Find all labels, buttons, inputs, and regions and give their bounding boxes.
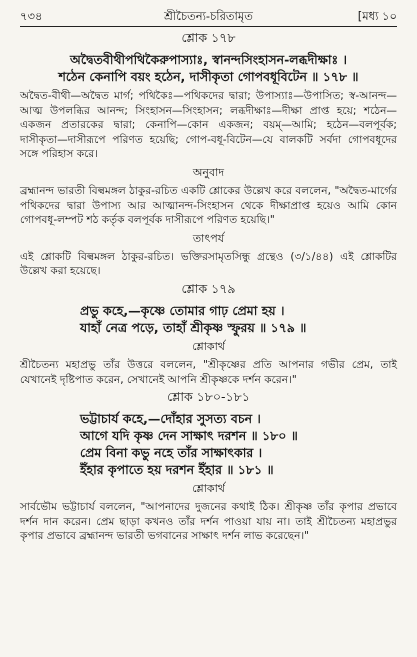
text-paragraph: এই শ্লোকটি বিল্বমঙ্গল ঠাকুর-রচিত। ভক্তিরসামৃতসিন্ধু গ্রন্থেও (৩/১/৪৪) এই শ্লোকটির উল্লেখ করা হয়েছে। [20,250,397,278]
verse-line: আগে যদি কৃষ্ণ দেন সাক্ষাৎ দরশন ॥ ১৮০ ॥ [80,428,298,444]
page-content [20,30,397,544]
section-label: শ্লোকার্থ [192,339,225,353]
page-header [20,6,397,26]
text-paragraph: ব্রহ্মানন্দ ভারতী বিল্বমঙ্গল ঠাকুর-রচিত একটি শ্লোকের উল্লেখ করে বললেন, "অদ্বৈত-মার্গের পথিকদের দ্বারা উপাস্য আর আত্মানন্দ-সিংহাসন থেকে দীক্ষাপ্রাপ্ত হয়েও আমি কোন গোপবধূ-লম্পট শঠ কর্তৃক বলপূর্বক দাসীরূপে পরিণত হয়েছি।" [20,184,397,227]
page-number: ৭৩৪ [20,9,43,23]
verse-number-heading: শ্লোক ১৮০-১৮১ [167,389,250,405]
text-paragraph: শ্রীচৈতন্য মহাপ্রভু তাঁর উত্তরে বললেন, "শ্রীকৃষ্ণের প্রতি আপনার গভীর প্রেম, তাই যেখানেই দৃষ্টিপাত করেন, সেখানেই আপনি শ্রীকৃষ্ণকে দর্শন করেন।" [20,358,397,386]
verse-line: প্রেম বিনা কভু নহে তাঁর সাক্ষাৎকার । [80,445,263,461]
verse-line: শঠেন কেনাপি বয়ং হঠেন, দাসীকৃতা গোপবধূবিটেন ॥ ১৭৮ ॥ [58,69,359,84]
chapter-label: [মধ্য ১০ [357,9,397,23]
verse-line: যাহাঁ নেত্র পড়ে, তাহাঁ শ্রীকৃষ্ণ স্ফুরয় ॥ ১৭৯ ॥ [80,319,307,335]
verse-line: প্রভু কহে,—কৃষ্ণে তোমার গাঢ় প্রেমা হয় । [80,302,285,318]
text-paragraph: অদ্বৈত-বীথী—অদ্বৈত মার্গ; পথিকৈঃ—পথিকদের দ্বারা; উপাস্যাঃ—উপাসিত; স্ব-আনন্দ—আত্ম উপলব্ধির আনন্দ; সিংহাসন—সিংহাসন; লব্ধদীক্ষাঃ—দীক্ষা প্রাপ্ত হয়ে; শঠেন—একজন প্রতারকের দ্বারা; কেনাপি—কোন একজন; বয়ম্—আমি; হঠেন—বলপূর্বক; দাসীকৃতা—দাসীরূপে পরিণত হয়েছি; গোপ-বধূ-বিটেন—যে বালকটি সর্বদা গোপবধূদের সঙ্গে পরিহাস করে। [20,90,397,161]
verse-number-heading: শ্লোক ১৭৮ [181,30,236,45]
text-paragraph: সার্বভৌম ভট্টাচার্য বললেন, "আপনাদের দুজনের কথাই ঠিক। শ্রীকৃষ্ণ তাঁর কৃপার প্রভাবে দর্শন দান করেন। প্রেম ছাড়া কখনও তাঁর দর্শন পাওয়া যায় না। তাই শ্রীচৈতন্য মহাপ্রভুর কৃপার প্রভাবে ব্রহ্মানন্দ ভারতী ভগবানের সাক্ষাৎ দর্শন লাভ করেছেন।" [20,501,397,543]
verse-line: ইঁহার কৃপাতে হয় দরশন ইঁহার ॥ ১৮১ ॥ [80,462,274,478]
verse-line: ভট্টাচার্য কহে,—দোঁহার সুসত্য বচন । [80,411,261,427]
verse-line: অদ্বৈতবীথীপথিকৈরুপাস্যাঃ, স্বানন্দসিংহাসন-লব্ধদীক্ষাঃ । [70,52,347,67]
section-label: অনুবাদ [192,165,225,179]
verse-number-heading: শ্লোক ১৭৯ [181,280,236,296]
book-title: শ্রীচৈতন্য-চরিতামৃত [164,9,253,23]
section-label: তাৎপর্য [192,231,225,245]
section-label: শ্লোকার্থ [192,482,225,496]
